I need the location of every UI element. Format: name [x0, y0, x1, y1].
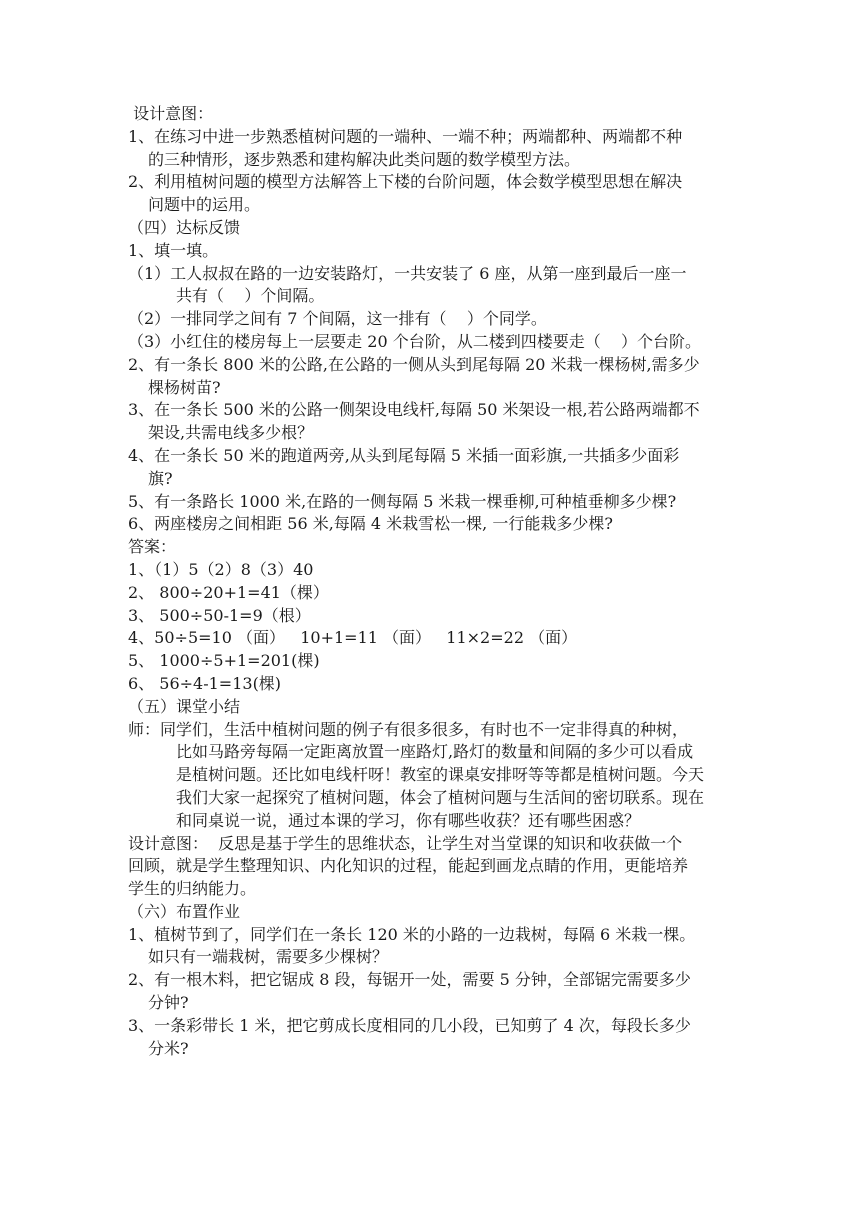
text-line: 的三种情形，逐步熟悉和建构解决此类问题的数学模型方法。: [148, 149, 581, 169]
text-line: 4、50÷5=10 （面） 10+1=11 （面） 11×2=22 （面）: [128, 628, 578, 648]
text-line: 4、在一条长 50 米的跑道两旁,从头到尾每隔 5 米插一面彩旗,一共插多少面彩: [128, 445, 680, 465]
text-line: 分钟?: [148, 993, 189, 1013]
text-line: （五）课堂小结: [128, 696, 241, 716]
text-line: 1、填一填。: [128, 240, 219, 260]
text-line: 旗?: [148, 468, 173, 488]
text-line: 1、在练习中进一步熟悉植树问题的一端种、一端不种；两端都种、两端都不种: [128, 126, 683, 146]
text-line: 3、 500÷50-1=9（根）: [128, 605, 311, 625]
text-line: 比如马路旁每隔一定距离放置一座路灯,路灯的数量和间隔的多少可以看成: [176, 742, 694, 762]
text-line: 设计意图：: [128, 104, 214, 123]
text-line: 3、在一条长 500 米的公路一侧架设电线杆,每隔 50 米架设一根,若公路两端都不: [128, 400, 700, 420]
text-line: 师：同学们，生活中植树问题的例子有很多很多，有时也不一定非得真的种树，: [128, 719, 689, 739]
text-line: 分米?: [148, 1038, 189, 1058]
text-line: 架设,共需电线多少根？: [148, 423, 314, 443]
text-line: 2、 800÷20+1=41（棵）: [128, 582, 329, 602]
text-line: 学生的归纳能力。: [128, 879, 257, 899]
text-line: （六）布置作业: [128, 901, 241, 921]
text-line: 回顾，就是学生整理知识、内化知识的过程，能起到画龙点睛的作用，更能培养: [128, 856, 689, 876]
text-line: 设计意图： 反思是基于学生的思维状态，让学生对当堂课的知识和收获做一个: [128, 833, 683, 853]
text-line: 2、利用植树问题的模型方法解答上下楼的台阶问题，体会数学模型思想在解决: [128, 172, 683, 192]
text-line: （四）达标反馈: [128, 217, 241, 237]
text-line: （2）一排同学之间有 7 个间隔，这一排有（ ）个同学。: [128, 309, 547, 329]
text-line: 1、（1）5（2）8（3）40: [128, 559, 314, 579]
text-line: 棵杨树苗?: [148, 377, 221, 397]
text-line: 和同桌说一说，通过本课的学习，你有哪些收获？还有哪些困惑？: [176, 810, 641, 830]
text-line: 问题中的运用。: [148, 195, 261, 215]
document-body: [128, 103, 748, 1060]
text-line: 5、 1000÷5+1=201(棵): [128, 651, 320, 671]
text-line: 答案：: [128, 537, 177, 557]
text-line: 1、植树节到了，同学们在一条长 120 米的小路的一边栽树，每隔 6 米栽一棵。: [128, 924, 696, 944]
text-line: 2、有一根木料，把它锯成 8 段，每锯开一处，需要 5 分钟，全部锯完需要多少: [128, 970, 691, 990]
text-line: 我们大家一起探究了植树问题，体会了植树问题与生活间的密切联系。现在: [176, 787, 705, 807]
text-line: 6、两座楼房之间相距 56 米,每隔 4 米栽雪松一棵, 一行能栽多少棵?: [128, 514, 613, 534]
text-line: 3、一条彩带长 1 米，把它剪成长度相同的几小段，已知剪了 4 次，每段长多少: [128, 1015, 691, 1035]
text-line: 2、有一条长 800 米的公路,在公路的一侧从头到尾每隔 20 米栽一棵杨树,需多少: [128, 354, 700, 374]
text-line: （3）小红住的楼房每上一层要走 20 个台阶，从二楼到四楼要走（ ）个台阶。: [128, 331, 702, 351]
text-line: 5、有一条路长 1000 米,在路的一侧每隔 5 米栽一棵垂柳,可种植垂柳多少棵?: [128, 491, 677, 511]
text-line: 是植树问题。还比如电线杆呀！教室的课桌安排呀等等都是植树问题。今天: [176, 765, 705, 785]
text-line: 6、 56÷4-1=13(棵): [128, 673, 282, 693]
text-line: 如只有一端栽树，需要多少棵树？: [148, 947, 389, 967]
text-line: （1）工人叔叔在路的一边安装路灯，一共安装了 6 座，从第一座到最后一座一: [128, 263, 687, 283]
text-line: 共有（ ）个间隔。: [176, 286, 325, 306]
